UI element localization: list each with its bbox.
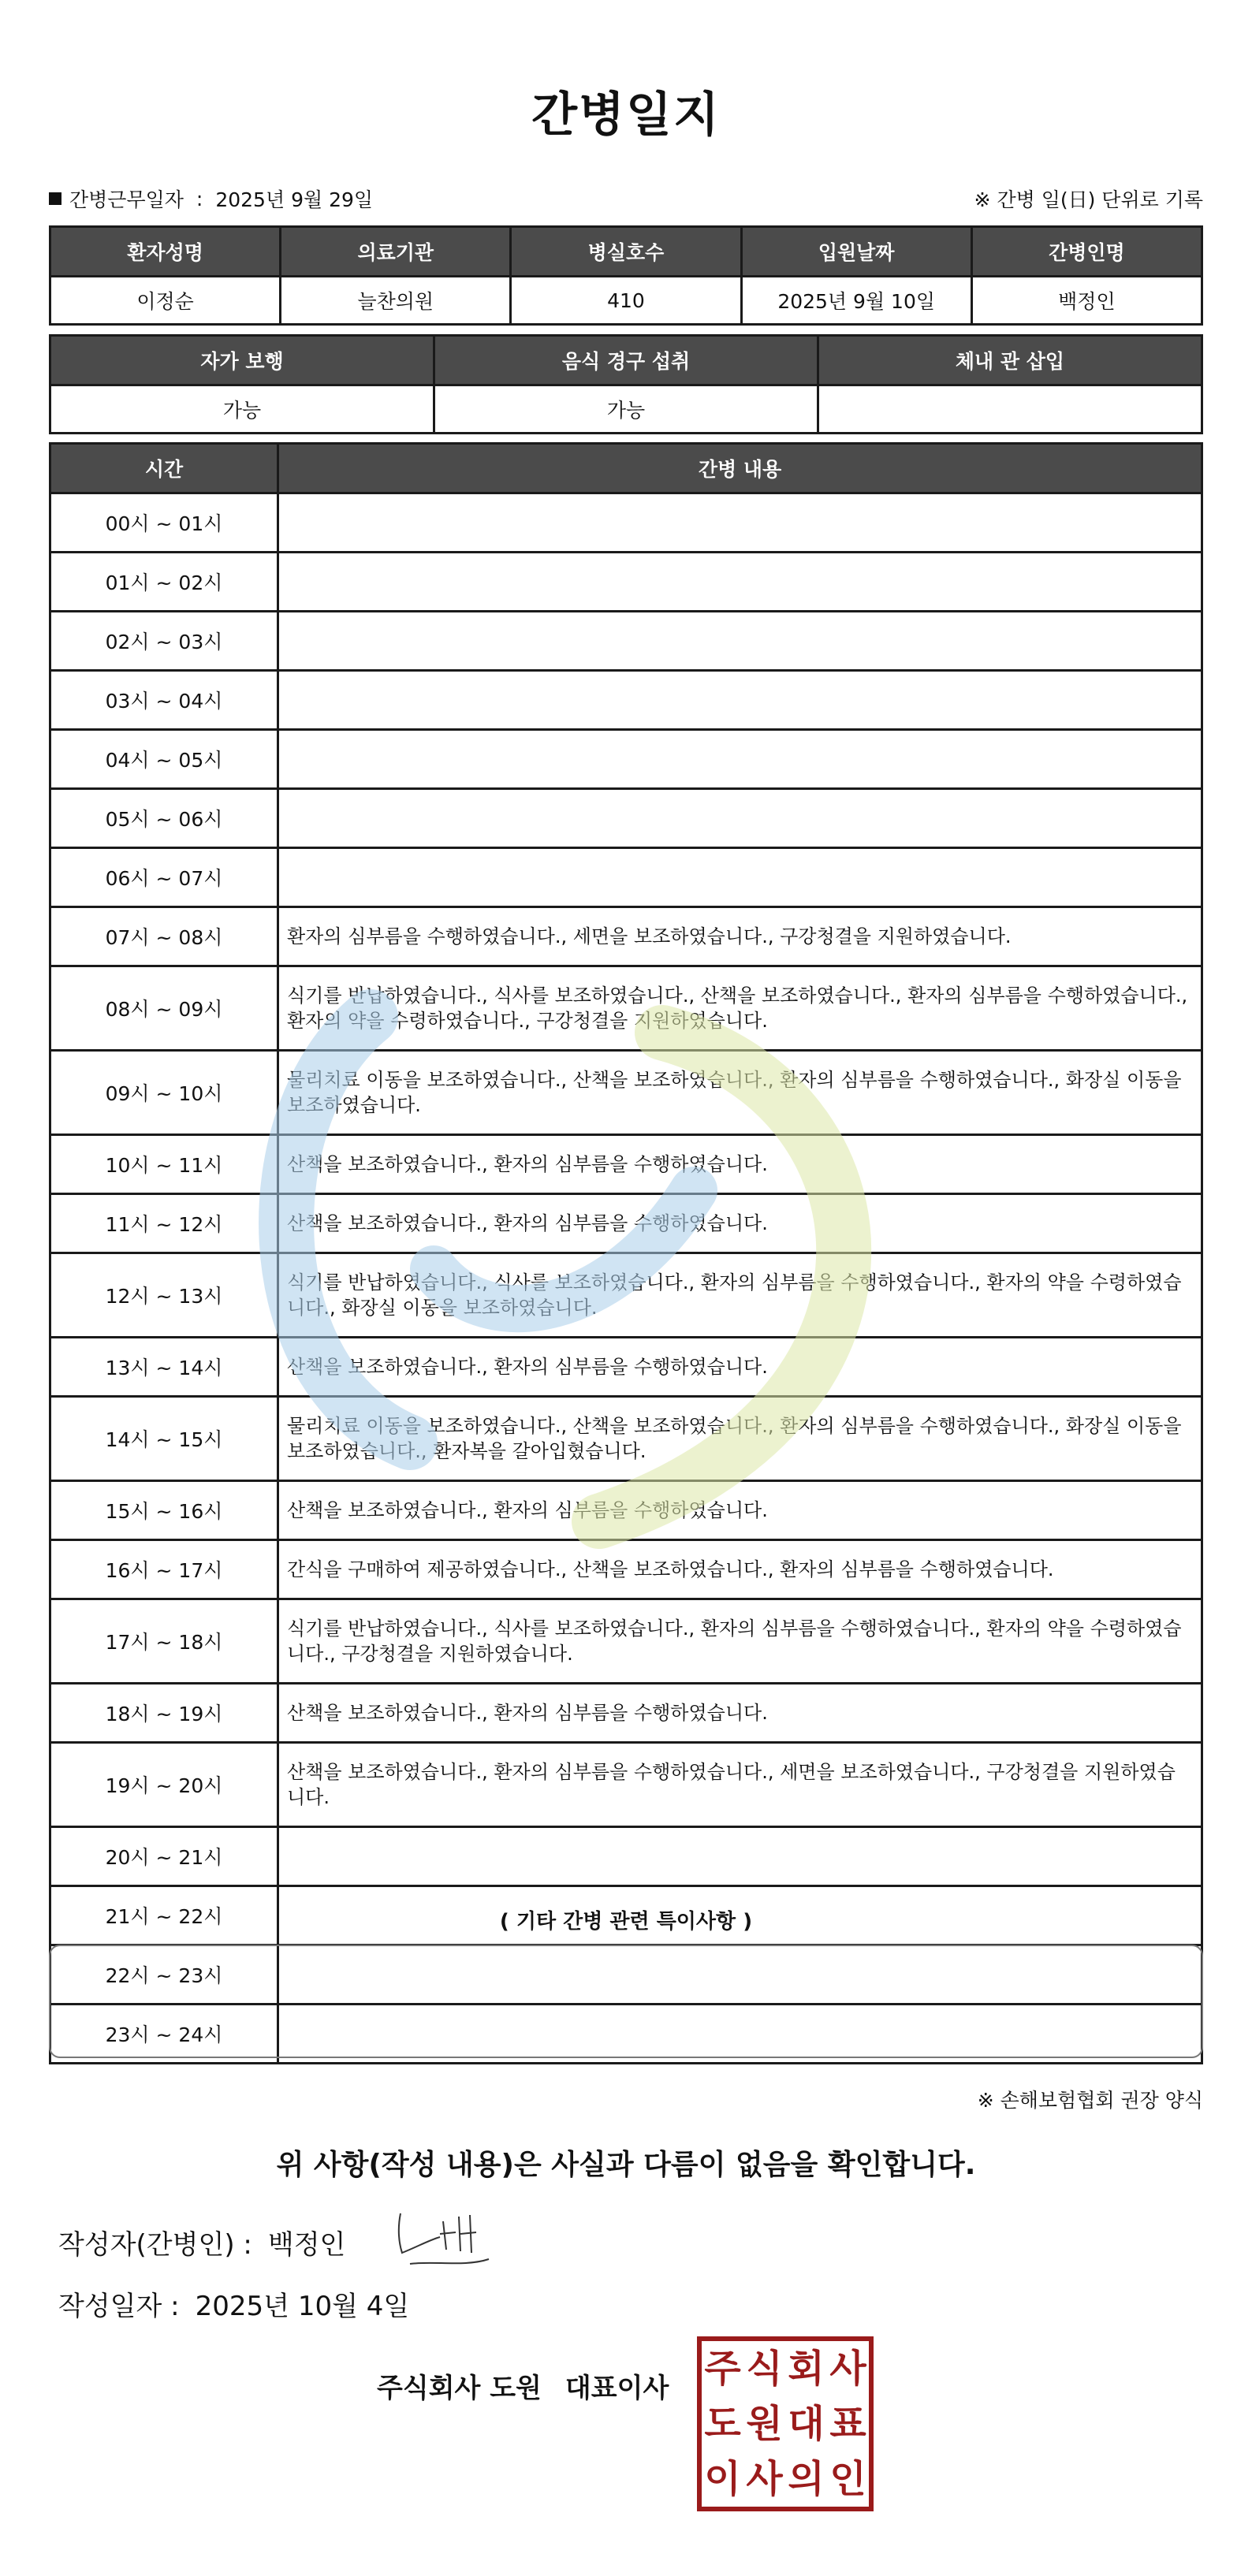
work-date-line <box>49 184 373 213</box>
time-cell: 05시 ~ 06시 <box>50 789 278 848</box>
patient-info-header-row <box>50 227 1202 277</box>
room-number-cell: 410 <box>511 277 741 325</box>
table-row <box>50 730 1202 789</box>
care-content-cell: 산책을 보조하였습니다., 환자의 심부름을 수행하였습니다. <box>278 1481 1202 1540</box>
table-row <box>50 1253 1202 1338</box>
table-row <box>50 1051 1202 1135</box>
time-cell: 12시 ~ 13시 <box>50 1253 278 1338</box>
representative-title: 대표이사 <box>565 2373 669 2404</box>
table-row <box>50 1599 1202 1684</box>
seal-glyph: 원 <box>746 2402 783 2446</box>
time-cell: 23시 ~ 24시 <box>50 2005 278 2064</box>
seal-glyph: 식 <box>746 2347 783 2391</box>
care-content-cell <box>278 493 1202 553</box>
care-content-cell: 산책을 보조하였습니다., 환자의 심부름을 수행하였습니다. <box>278 1194 1202 1253</box>
time-cell: 14시 ~ 15시 <box>50 1397 278 1481</box>
time-cell: 19시 ~ 20시 <box>50 1743 278 1827</box>
time-cell: 06시 ~ 07시 <box>50 848 278 907</box>
square-bullet-icon <box>49 192 61 205</box>
seal-glyph: 도 <box>704 2402 741 2446</box>
time-cell: 03시 ~ 04시 <box>50 671 278 730</box>
time-cell: 16시 ~ 17시 <box>50 1540 278 1599</box>
caregiver-name-header: 간병인명 <box>971 227 1202 277</box>
work-date-value: 2025년 9월 29일 <box>215 188 374 211</box>
patient-name-cell: 이정순 <box>50 277 281 325</box>
patient-info-table <box>49 225 1203 326</box>
special-notes-title: ( 기타 간병 관련 특이사항 ) <box>499 1910 753 1934</box>
patient-condition-header-row <box>50 336 1202 385</box>
hospital-cell: 늘찬의원 <box>281 277 511 325</box>
care-content-cell: 산책을 보조하였습니다., 환자의 심부름을 수행하였습니다. <box>278 1338 1202 1397</box>
care-content-cell <box>278 789 1202 848</box>
care-content-cell: 산책을 보조하였습니다., 환자의 심부름을 수행하였습니다., 세면을 보조하였습니다., 구강청결을 지원하였습니다. <box>278 1743 1202 1827</box>
care-content-cell: 식기를 반납하였습니다., 식사를 보조하였습니다., 환자의 심부름을 수행하였습니다., 환자의 약을 수령하였습니다., 화장실 이동을 보조하였습니다. <box>278 1253 1202 1338</box>
care-content-cell <box>278 1827 1202 1886</box>
care-content-cell: 물리치료 이동을 보조하였습니다., 산책을 보조하였습니다., 환자의 심부름을 수행하였습니다., 화장실 이동을 보조하였습니다., 환자복을 갈아입혔습니다. <box>278 1397 1202 1481</box>
care-content-cell: 산책을 보조하였습니다., 환자의 심부름을 수행하였습니다. <box>278 1684 1202 1743</box>
handwritten-signature-icon <box>394 2206 497 2276</box>
writer-label: 작성자(간병인) : <box>58 2229 252 2261</box>
seal-glyph: 대 <box>788 2402 825 2446</box>
table-row <box>50 966 1202 1051</box>
hourly-care-log-table <box>49 442 1203 2064</box>
seal-glyph: 표 <box>829 2402 866 2446</box>
tube-insertion-header: 체내 관 삽입 <box>818 336 1202 385</box>
time-cell: 09시 ~ 10시 <box>50 1051 278 1135</box>
confirmation-statement: 위 사항(작성 내용)은 사실과 다름이 없음을 확인합니다. <box>276 2149 976 2181</box>
time-header: 시간 <box>50 444 278 493</box>
table-row <box>50 1194 1202 1253</box>
table-row <box>50 612 1202 671</box>
time-cell: 00시 ~ 01시 <box>50 493 278 553</box>
time-cell: 13시 ~ 14시 <box>50 1338 278 1397</box>
care-content-cell <box>278 553 1202 612</box>
time-cell: 08시 ~ 09시 <box>50 966 278 1051</box>
daily-record-note: ※ 간병 일(日) 단위로 기록 <box>974 188 1203 211</box>
table-row <box>50 1338 1202 1397</box>
form-source-note: ※ 손해보험협회 권장 양식 <box>977 2089 1203 2112</box>
special-notes-box <box>49 1945 1203 2058</box>
hospital-header: 의료기관 <box>281 227 511 277</box>
caregiver-name-cell: 백정인 <box>971 277 1202 325</box>
care-content-cell: 환자의 심부름을 수행하였습니다., 세면을 보조하였습니다., 구강청결을 지원하였습니다. <box>278 907 1202 966</box>
company-line <box>377 2366 669 2405</box>
care-content-cell: 식기를 반납하였습니다., 식사를 보조하였습니다., 환자의 심부름을 수행하였습니다., 환자의 약을 수령하였습니다., 구강청결을 지원하였습니다. <box>278 1599 1202 1684</box>
seal-glyph: 인 <box>829 2457 866 2501</box>
table-row <box>50 848 1202 907</box>
patient-condition-value-row <box>50 385 1202 434</box>
seal-glyph: 주 <box>704 2347 741 2391</box>
table-row <box>50 1135 1202 1194</box>
patient-name-header: 환자성명 <box>50 227 281 277</box>
table-row <box>50 1827 1202 1886</box>
admission-date-cell: 2025년 9월 10일 <box>741 277 971 325</box>
time-cell: 15시 ~ 16시 <box>50 1481 278 1540</box>
time-cell: 20시 ~ 21시 <box>50 1827 278 1886</box>
seal-glyph: 이 <box>704 2457 741 2501</box>
care-content-cell: 간식을 구매하여 제공하였습니다., 산책을 보조하였습니다., 환자의 심부름을 수행하였습니다. <box>278 1540 1202 1599</box>
company-seal-stamp <box>697 2336 874 2511</box>
work-date-separator: : <box>196 187 203 210</box>
table-row <box>50 1743 1202 1827</box>
seal-glyph: 사 <box>746 2457 783 2501</box>
patient-info-value-row <box>50 277 1202 325</box>
time-cell: 10시 ~ 11시 <box>50 1135 278 1194</box>
table-row <box>50 1397 1202 1481</box>
time-cell: 02시 ~ 03시 <box>50 612 278 671</box>
table-row <box>50 553 1202 612</box>
room-number-header: 병실호수 <box>511 227 741 277</box>
time-cell: 11시 ~ 12시 <box>50 1194 278 1253</box>
oral-intake-cell: 가능 <box>434 385 818 434</box>
table-row <box>50 493 1202 553</box>
tube-insertion-cell <box>818 385 1202 434</box>
seal-glyph: 사 <box>829 2347 866 2391</box>
table-row <box>50 671 1202 730</box>
time-cell: 18시 ~ 19시 <box>50 1684 278 1743</box>
time-cell: 07시 ~ 08시 <box>50 907 278 966</box>
write-date-value: 2025년 10월 4일 <box>195 2291 410 2322</box>
seal-glyph: 회 <box>788 2347 825 2391</box>
time-cell: 22시 ~ 23시 <box>50 1945 278 2005</box>
write-date-line <box>58 2284 409 2323</box>
company-name: 주식회사 도원 <box>377 2373 542 2404</box>
hourly-log-header-row <box>50 444 1202 493</box>
care-content-cell <box>278 612 1202 671</box>
writer-name: 백정인 <box>267 2229 346 2261</box>
table-row <box>50 1684 1202 1743</box>
care-content-header: 간병 내용 <box>278 444 1202 493</box>
page-title: 간병일지 <box>531 87 721 143</box>
admission-date-header: 입원날짜 <box>741 227 971 277</box>
time-cell: 21시 ~ 22시 <box>50 1886 278 1945</box>
care-content-cell: 산책을 보조하였습니다., 환자의 심부름을 수행하였습니다. <box>278 1135 1202 1194</box>
writer-line <box>58 2223 345 2261</box>
self-walking-header: 자가 보행 <box>50 336 434 385</box>
care-content-cell: 물리치료 이동을 보조하였습니다., 산책을 보조하였습니다., 환자의 심부름을 수행하였습니다., 화장실 이동을 보조하였습니다. <box>278 1051 1202 1135</box>
oral-intake-header: 음식 경구 섭취 <box>434 336 818 385</box>
table-row <box>50 1481 1202 1540</box>
time-cell: 04시 ~ 05시 <box>50 730 278 789</box>
time-cell: 17시 ~ 18시 <box>50 1599 278 1684</box>
time-cell: 01시 ~ 02시 <box>50 553 278 612</box>
seal-glyph: 의 <box>788 2457 825 2501</box>
care-content-cell <box>278 848 1202 907</box>
table-row <box>50 789 1202 848</box>
table-row <box>50 1540 1202 1599</box>
write-date-label: 작성일자 : <box>58 2291 180 2322</box>
care-content-cell <box>278 671 1202 730</box>
care-content-cell: 식기를 반납하였습니다., 식사를 보조하였습니다., 산책을 보조하였습니다., 환자의 심부름을 수행하였습니다., 환자의 약을 수령하였습니다., 구강청결을 지원하였습니다. <box>278 966 1202 1051</box>
self-walking-cell: 가능 <box>50 385 434 434</box>
patient-condition-table <box>49 334 1203 434</box>
care-content-cell <box>278 730 1202 789</box>
work-date-label: 간병근무일자 <box>69 188 184 211</box>
table-row <box>50 907 1202 966</box>
